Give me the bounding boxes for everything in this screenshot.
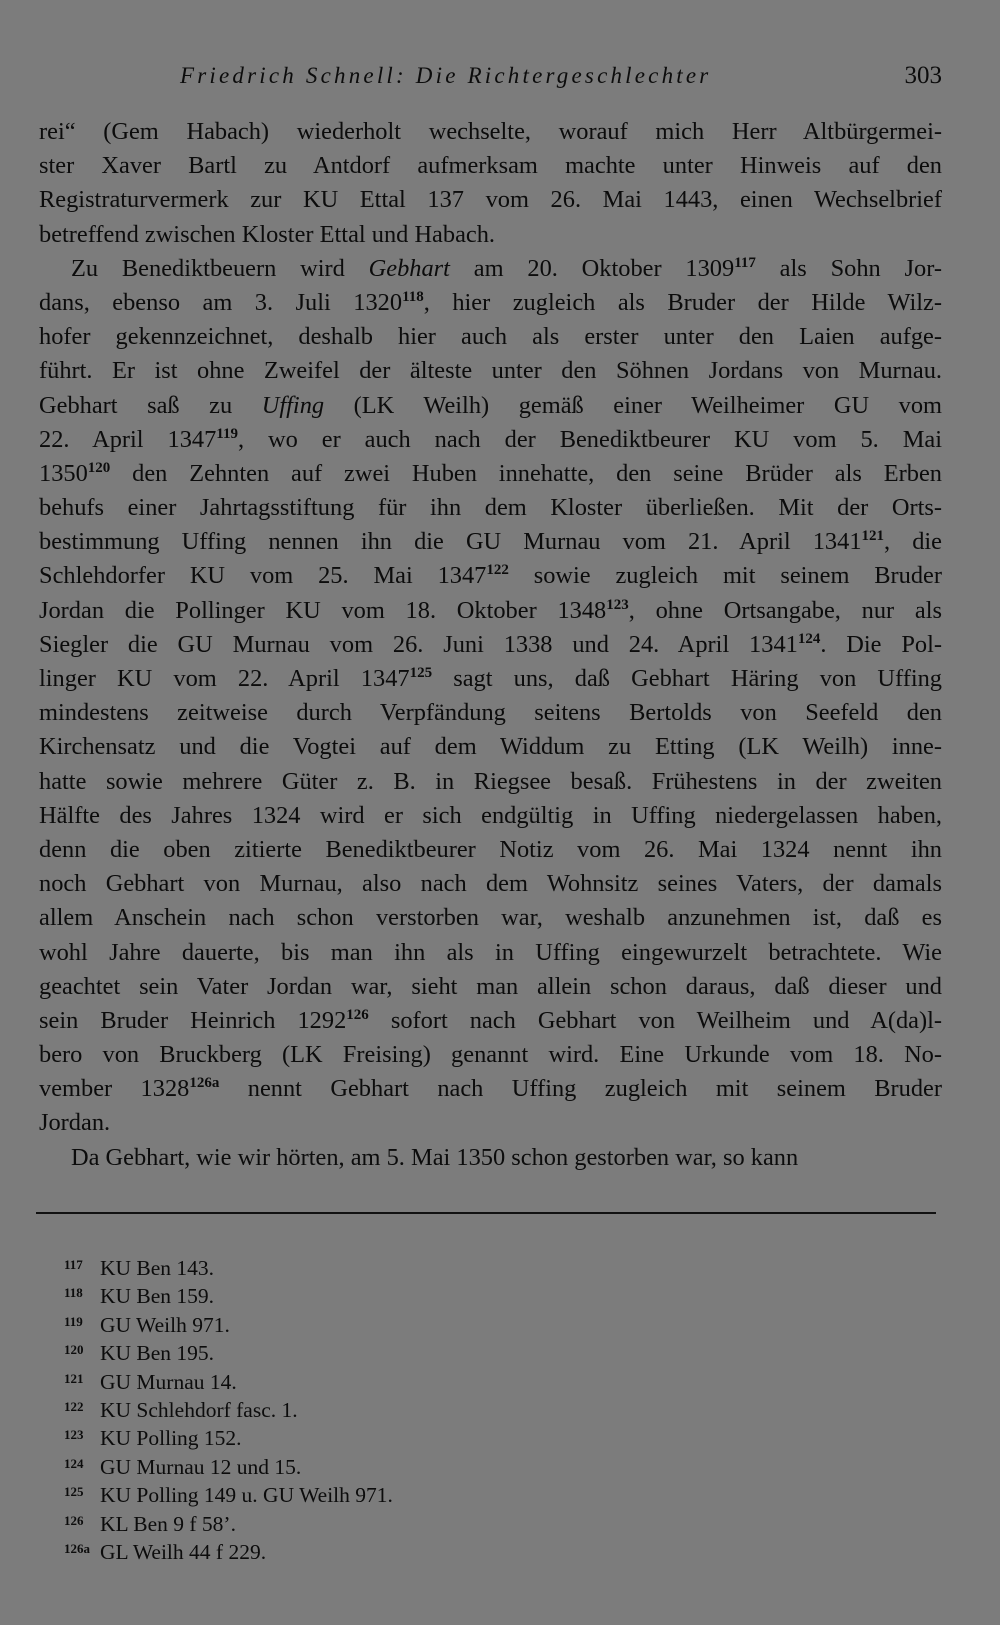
text-line — [39, 867, 942, 901]
text-segment: Schlehdorfer KU vom 25. Mai 1347 — [39, 562, 487, 590]
text-segment: Kirchensatz und die Vogtei auf dem Widdum zu Etting (LK Weilh) inne- — [39, 733, 942, 761]
text-segment: hatte sowie mehrere Güter z. B. in Riegsee besaß. Frühestens in der zweiten — [39, 767, 942, 795]
text-line — [39, 765, 942, 799]
text-segment: rei“ (Gem Habach) wiederholt wechselte, worauf mich Herr Altbürgermei- — [39, 118, 942, 145]
footnote-ref: 120 — [87, 459, 111, 476]
text-line — [39, 1038, 942, 1072]
running-title: Friedrich Schnell: Die Richtergeschlechter — [180, 63, 712, 88]
text-line — [39, 149, 942, 183]
footnote-item — [64, 1365, 393, 1393]
text-line — [39, 696, 942, 730]
text-line — [39, 1106, 942, 1140]
text-line — [39, 320, 942, 354]
text-segment: , hier zugleich als Bruder der Hilde Wilz- — [423, 288, 942, 316]
text-segment: dans, ebenso am 3. Juli 1320 — [39, 288, 403, 316]
text-segment: sowie zugleich mit seinem Bruder — [508, 562, 942, 590]
text-segment: denn die oben zitierte Benediktbeurer Notiz vom 26. Mai 1324 nennt ihn — [39, 835, 942, 863]
footnote-item — [64, 1450, 393, 1478]
footnote-divider — [36, 1212, 936, 1214]
text-line — [39, 183, 942, 217]
text-line — [39, 559, 942, 593]
text-line — [39, 491, 942, 525]
text-segment: Registraturvermerk zur KU Ettal 137 vom 26. Mai 1443, einen Wechselbrief — [39, 186, 942, 214]
footnote-ref: 126a — [189, 1075, 220, 1092]
footnote-ref: 118 — [402, 288, 424, 305]
footnote-number: 126a — [64, 1540, 90, 1556]
text-segment: sofort nach Gebhart von Weilheim und A(da)l- — [368, 1006, 942, 1034]
text-line — [39, 1072, 942, 1106]
footnote-number: 122 — [64, 1398, 84, 1414]
text-line — [39, 628, 942, 662]
text-line — [39, 115, 942, 149]
footnote-item — [64, 1251, 393, 1279]
footnote-text: KU Ben 195. — [100, 1341, 215, 1366]
footnote-item — [64, 1336, 393, 1364]
footnote-number: 125 — [64, 1484, 84, 1500]
text-line — [39, 833, 942, 867]
text-line — [39, 252, 942, 286]
text-line — [39, 354, 942, 388]
text-segment: als Sohn Jor- — [755, 254, 942, 282]
text-line — [39, 1141, 942, 1175]
body-text — [39, 115, 942, 1175]
footnote-item — [64, 1308, 393, 1336]
footnote-number: 117 — [64, 1257, 83, 1272]
text-segment: sagt uns, daß Gebhart Häring von Uffing — [432, 665, 942, 692]
text-line — [39, 901, 942, 935]
footnote-text: GL Weilh 44 f 229. — [100, 1539, 267, 1564]
text-segment: den Zehnten auf zwei Huben innehatte, den seine Brüder als Erben — [110, 459, 942, 487]
text-segment: Jordan die Pollinger KU vom 18. Oktober 1348 — [39, 596, 607, 624]
text-segment: Zu Benediktbeuern wird — [71, 254, 369, 282]
text-segment: (LK Weilh) gemäß einer Weilheimer GU vom — [324, 391, 942, 419]
text-segment: vember 1328 — [39, 1075, 190, 1103]
text-segment: hofer gekennzeichnet, deshalb hier auch als erster unter den Laien aufge- — [39, 323, 942, 351]
footnote-ref: 119 — [216, 425, 238, 442]
page-header — [40, 58, 942, 98]
footnote-text: KU Polling 152. — [100, 1426, 242, 1451]
text-line — [39, 662, 942, 696]
text-line — [39, 457, 942, 491]
footnote-ref: 122 — [486, 562, 509, 579]
text-segment: führt. Er ist ohne Zweifel der älteste unter den Söhnen Jordans von Murnau. — [39, 357, 942, 385]
text-segment: bestimmung Uffing nennen ihn die GU Murnau vom 21. April 1341 — [39, 528, 862, 556]
footnote-number: 123 — [64, 1427, 84, 1443]
footnote-number: 118 — [64, 1285, 83, 1301]
text-segment: Gebhart saß zu — [39, 391, 262, 419]
footnote-text: KU Ben 159. — [100, 1284, 215, 1309]
text-line — [39, 423, 942, 457]
footnote-item — [64, 1478, 393, 1506]
footnote-text: GU Murnau 14. — [100, 1369, 237, 1394]
text-segment: Jordan. — [39, 1109, 111, 1137]
text-segment: mindestens zeitweise durch Verpfändung seitens Bertolds von Seefeld den — [39, 699, 942, 727]
footnote-item — [64, 1393, 393, 1421]
text-segment: betreffend zwischen Kloster Ettal und Habach. — [39, 220, 496, 248]
text-segment: Siegler die GU Murnau vom 26. Juni 1338 und 24. April 1341 — [39, 630, 798, 658]
footnote-item — [64, 1279, 393, 1307]
footnote-item — [64, 1421, 393, 1449]
footnotes — [64, 1251, 393, 1563]
text-segment: allem Anschein nach schon verstorben war, weshalb anzunehmen ist, daß es — [39, 904, 942, 932]
text-segment: 1350 — [39, 459, 88, 487]
text-line — [39, 936, 942, 970]
footnote-ref: 124 — [797, 630, 821, 647]
footnote-number: 126 — [64, 1512, 84, 1528]
text-line — [39, 286, 942, 320]
footnote-ref: 123 — [606, 596, 629, 613]
text-segment: 22. April 1347 — [39, 425, 217, 453]
footnote-text: KU Ben 143. — [100, 1256, 215, 1280]
text-line — [39, 1004, 942, 1038]
text-segment: , wo er auch nach der Benediktbeurer KU vom 5. Mai — [237, 425, 942, 453]
footnote-number: 124 — [64, 1455, 84, 1471]
text-segment: bero von Bruckberg (LK Freising) genannt wird. Eine Urkunde vom 18. No- — [39, 1041, 942, 1069]
footnote-number: 119 — [64, 1313, 83, 1329]
text-line — [39, 970, 942, 1004]
text-line — [39, 799, 942, 833]
text-segment: behufs einer Jahrtagsstiftung für ihn dem Kloster überließen. Mit der Orts- — [39, 494, 942, 522]
text-segment: am 20. Oktober 1309 — [449, 254, 735, 282]
text-segment: Da Gebhart, wie wir hörten, am 5. Mai 1350 schon gestorben war, so kann — [71, 1143, 799, 1171]
text-segment: , ohne Ortsangabe, nur als — [628, 596, 942, 624]
footnote-item — [64, 1507, 393, 1535]
emphasis-text: Uffing — [261, 391, 325, 419]
text-line — [39, 525, 942, 559]
text-segment: linger KU vom 22. April 1347 — [39, 665, 410, 692]
text-segment: geachtet sein Vater Jordan war, sieht man allein schon daraus, daß dieser und — [39, 972, 942, 1000]
text-segment: noch Gebhart von Murnau, also nach dem Wohnsitz seines Vaters, der damals — [39, 870, 942, 898]
text-segment: Hälfte des Jahres 1324 wird er sich endgültig in Uffing niedergelassen haben, — [39, 801, 942, 829]
footnote-ref: 126 — [346, 1006, 369, 1023]
footnote-text: KL Ben 9 f 58’. — [100, 1511, 236, 1536]
text-line — [39, 218, 942, 252]
footnote-ref: 125 — [409, 665, 433, 681]
footnote-number: 120 — [64, 1342, 84, 1358]
footnote-text: GU Murnau 12 und 15. — [100, 1454, 302, 1479]
text-line — [39, 730, 942, 764]
emphasis-text: Gebhart — [368, 254, 450, 282]
footnote-text: KU Polling 149 u. GU Weilh 971. — [100, 1483, 393, 1508]
text-segment: ster Xaver Bartl zu Antdorf aufmerksam machte unter Hinweis auf den — [39, 152, 942, 180]
footnote-number: 121 — [64, 1370, 84, 1386]
text-line — [39, 594, 942, 628]
text-segment: sein Bruder Heinrich 1292 — [39, 1006, 347, 1034]
footnote-ref: 117 — [734, 254, 756, 271]
text-segment: . Die Pol- — [820, 630, 942, 658]
page-number: 303 — [904, 62, 942, 89]
text-segment: wohl Jahre dauerte, bis man ihn als in Uffing eingewurzelt betrachtete. Wie — [39, 938, 942, 966]
footnote-text: KU Schlehdorf fasc. 1. — [100, 1397, 298, 1422]
footnote-item — [64, 1535, 393, 1563]
footnote-ref: 121 — [861, 528, 885, 545]
text-segment: nennt Gebhart nach Uffing zugleich mit seinem Bruder — [219, 1075, 942, 1103]
text-line — [39, 389, 942, 423]
footnote-text: GU Weilh 971. — [100, 1312, 230, 1337]
text-segment: , die — [884, 528, 942, 556]
